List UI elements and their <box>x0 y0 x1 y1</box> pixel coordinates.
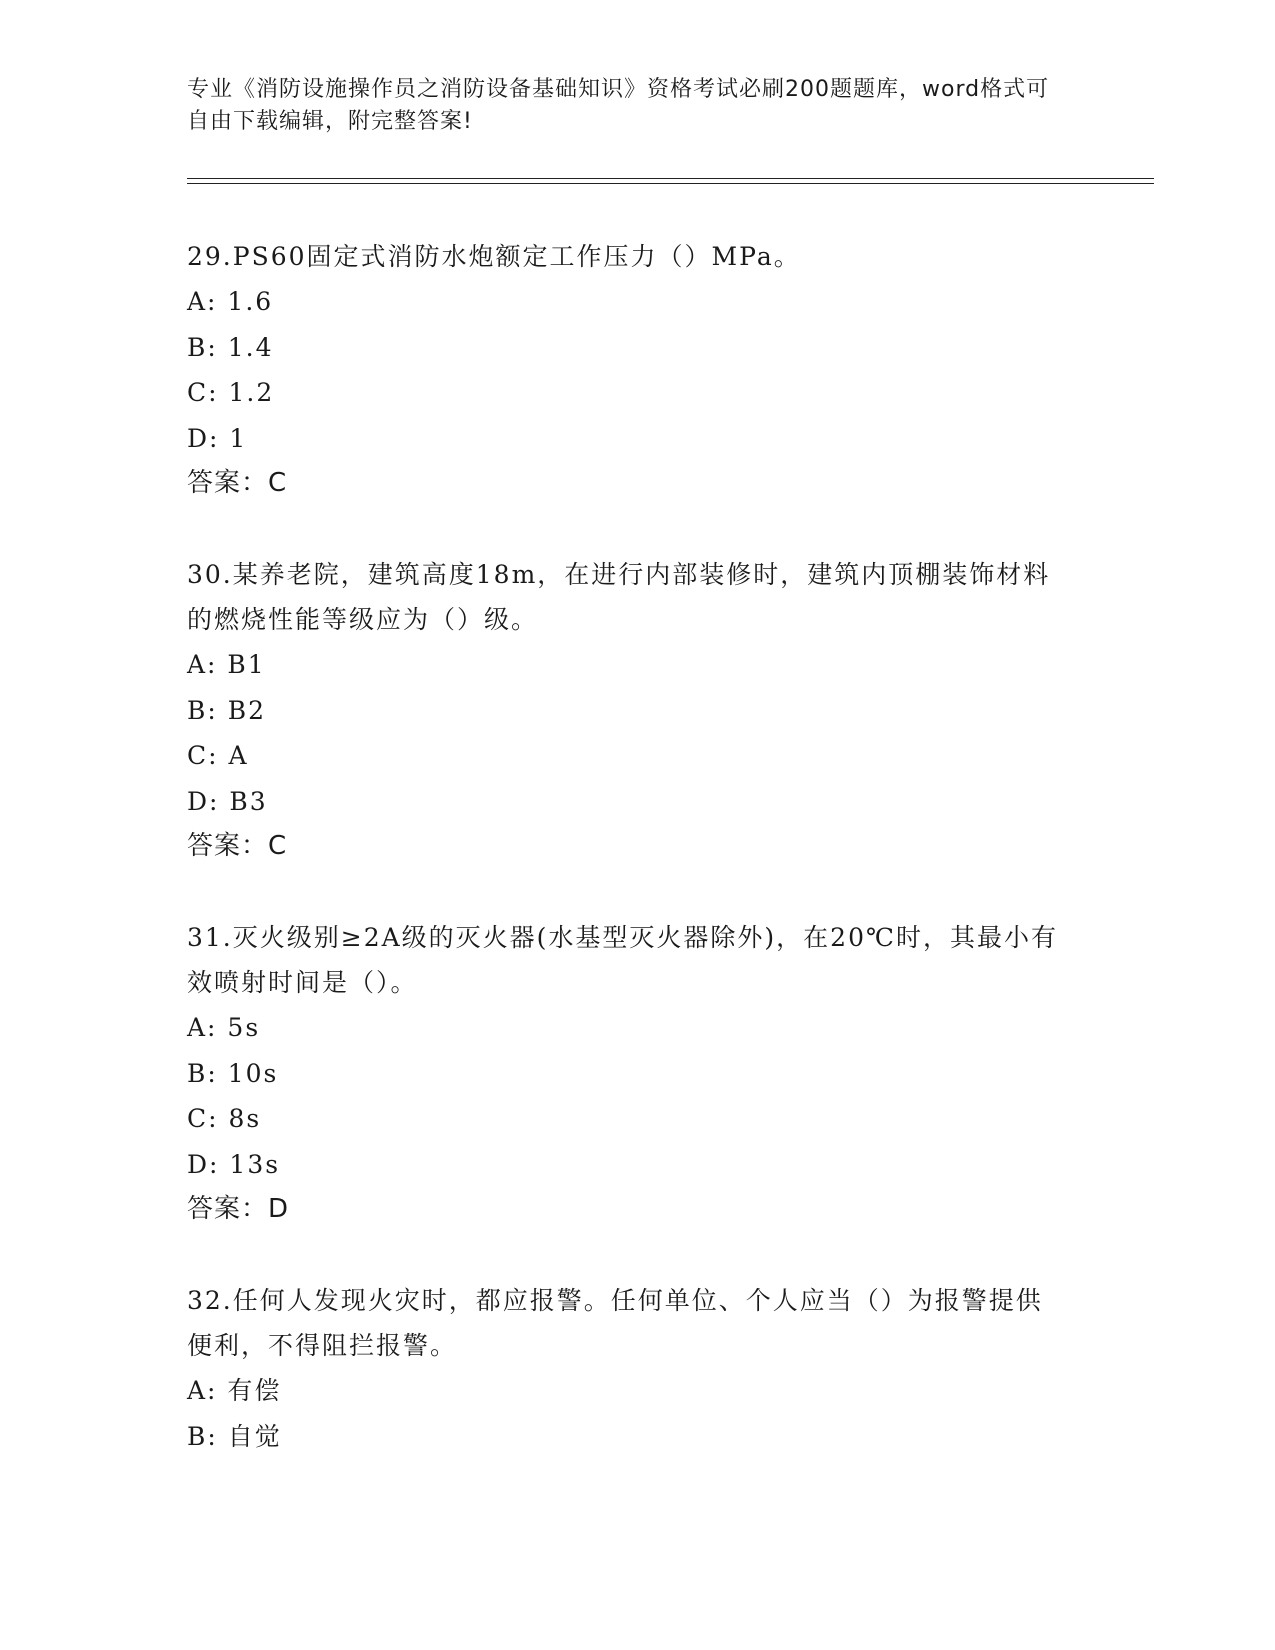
question-stem: 30.某养老院，建筑高度18m，在进行内部装修时，建筑内顶棚装饰材料的燃烧性能等级应为（）级。 <box>187 560 1051 634</box>
option-b: B: 1.4 <box>187 332 274 362</box>
option-d: D: 1 <box>187 423 248 453</box>
option-a: A: 5s <box>187 1013 261 1042</box>
question-stem: 31.灭火级别≥2A级的灭火器(水基型灭火器除外)，在20℃时，其最小有效喷射时间是（）。 <box>187 923 1058 997</box>
question-stem: 29.PS60固定式消防水炮额定工作压力（）MPa。 <box>187 242 801 271</box>
option-d: D: 13s <box>187 1149 281 1179</box>
answer-line: 答案：C <box>187 468 288 498</box>
question-30 <box>187 552 1067 869</box>
option-b: B: B2 <box>187 695 267 725</box>
option-c: C: A <box>187 741 249 770</box>
option-b: B: 自觉 <box>187 1421 282 1451</box>
header-divider-bottom <box>187 183 1154 184</box>
option-c: C: 1.2 <box>187 378 275 407</box>
document-header: 专业《消防设施操作员之消防设备基础知识》资格考试必刷200题题库，word格式可自由下载编辑，附完整答案! <box>187 77 1050 134</box>
option-a: A: 有偿 <box>187 1376 282 1405</box>
option-b: B: 10s <box>187 1058 279 1088</box>
question-32 <box>187 1278 1067 1459</box>
option-d: D: B3 <box>187 786 268 816</box>
header-divider-top <box>187 178 1154 179</box>
answer-line: 答案：D <box>187 1194 290 1224</box>
option-a: A: 1.6 <box>187 287 274 316</box>
question-29 <box>187 234 1067 506</box>
option-a: A: B1 <box>187 650 266 679</box>
option-c: C: 8s <box>187 1104 262 1133</box>
answer-line: 答案：C <box>187 831 288 861</box>
question-31 <box>187 915 1067 1232</box>
question-stem: 32.任何人发现火灾时，都应报警。任何单位、个人应当（）为报警提供便利，不得阻拦报警。 <box>187 1286 1043 1360</box>
